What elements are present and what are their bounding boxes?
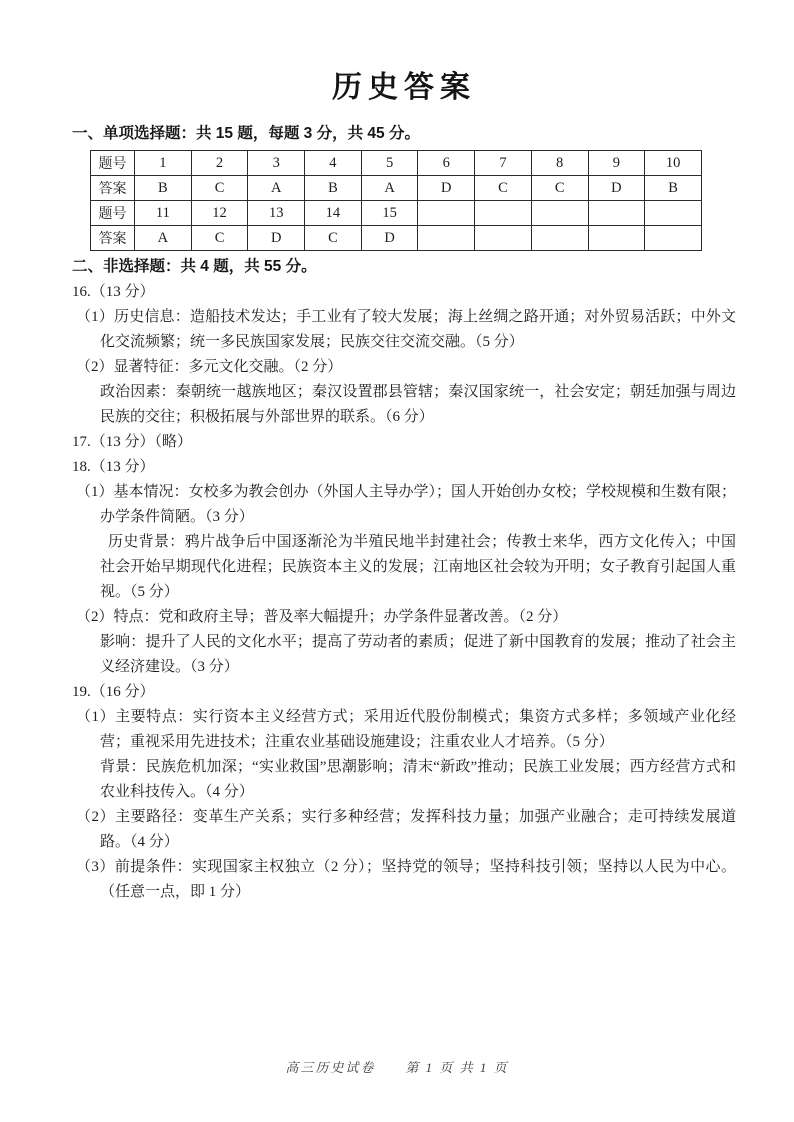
- answer-18: [72, 455, 736, 680]
- answer-17: [72, 430, 736, 455]
- answer-paragraph: 背景：民族危机加深；“实业救国”思潮影响；清末“新政”推动；民族工业发展；西方经营方式和农业科技传入。（4 分）: [100, 759, 736, 800]
- table-cell: 4: [305, 151, 362, 176]
- table-cell: A: [135, 226, 192, 251]
- page-title: 历史答案: [332, 71, 476, 104]
- answer-paragraph: 影响：提升了人民的文化水平；提高了劳动者的素质；促进了新中国教育的发展；推动了社会主义经济建设。（3 分）: [100, 634, 736, 675]
- answer-number: 19.（16 分）: [72, 684, 155, 700]
- table-cell: B: [305, 176, 362, 201]
- table-cell: B: [135, 176, 192, 201]
- row-label-cell: 答案: [91, 226, 135, 251]
- answer-paragraph: 历史背景：鸦片战争后中国逐渐沦为半殖民地半封建社会；传教士来华，西方文化传入；中国社会开始早期现代化进程；民族资本主义的发展；江南地区社会较为开明；女子教育引起国人重视。（5 分）: [100, 534, 736, 600]
- table-cell: 10: [645, 151, 702, 176]
- table-cell: [531, 201, 588, 226]
- section2-heading: 二、非选择题：共 4 题，共 55 分。: [72, 258, 317, 275]
- table-cell: C: [475, 176, 532, 201]
- table-cell: C: [531, 176, 588, 201]
- table-cell: D: [418, 176, 475, 201]
- table-cell: [418, 226, 475, 251]
- table-cell: D: [588, 176, 645, 201]
- table-cell: [418, 201, 475, 226]
- answer-paragraph: （1）历史信息：造船技术发达；手工业有了较大发展；海上丝绸之路开通；对外贸易活跃；中外文化交流频繁；统一多民族国家发展；民族交往交流交融。（5 分）: [76, 309, 736, 350]
- table-cell: [531, 226, 588, 251]
- answer-paragraph: 政治因素：秦朝统一越族地区；秦汉设置郡县管辖；秦汉国家统一，社会安定；朝廷加强与周边民族的交往；积极拓展与外部世界的联系。（6 分）: [100, 384, 736, 425]
- answer-paragraph: （2）显著特征：多元文化交融。（2 分）: [76, 359, 343, 375]
- table-row: [91, 151, 702, 176]
- table-cell: 15: [361, 201, 418, 226]
- answer-number: 16.（13 分）: [72, 284, 155, 300]
- answer-paragraph: （1）主要特点：实行资本主义经营方式；采用近代股份制模式；集资方式多样；多领域产业化经营；重视采用先进技术；注重农业基础设施建设；注重农业人才培养。（5 分）: [76, 709, 736, 750]
- table-cell: 1: [135, 151, 192, 176]
- table-cell: 13: [248, 201, 305, 226]
- answer-paragraph: （2）主要路径：变革生产关系；实行多种经营；发挥科技力量；加强产业融合；走可持续发展道路。（4 分）: [76, 809, 736, 850]
- table-cell: 14: [305, 201, 362, 226]
- table-cell: C: [191, 226, 248, 251]
- table-cell: 11: [135, 201, 192, 226]
- table-cell: 5: [361, 151, 418, 176]
- table-cell: 7: [475, 151, 532, 176]
- table-cell: C: [305, 226, 362, 251]
- table-cell: [588, 226, 645, 251]
- answer-key-table: [90, 150, 702, 251]
- table-row: [91, 201, 702, 226]
- answer-paragraph: （1）基本情况：女校多为教会创办（外国人主导办学）；国人开始创办女校；学校规模和生数有限；办学条件简陋。（3 分）: [76, 484, 737, 525]
- table-cell: 6: [418, 151, 475, 176]
- table-cell: [588, 201, 645, 226]
- table-cell: D: [248, 226, 305, 251]
- section1-heading: 一、单项选择题：共 15 题，每题 3 分，共 45 分。: [72, 125, 420, 142]
- row-label-cell: 题号: [91, 151, 135, 176]
- answer-key-tbody: [91, 151, 702, 251]
- answer-paragraph: （3）前提条件：实现国家主权独立（2 分）；坚持党的领导；坚持科技引领；坚持以人民为中心。（任意一点，即 1 分）: [76, 859, 736, 900]
- table-cell: A: [361, 176, 418, 201]
- answer-16: [72, 280, 736, 430]
- row-label-cell: 答案: [91, 176, 135, 201]
- answer-19: [72, 680, 736, 905]
- answer-number: 18.（13 分）: [72, 459, 155, 475]
- table-cell: [645, 226, 702, 251]
- table-cell: 2: [191, 151, 248, 176]
- page-footer: 高三历史试卷 第 1 页 共 1 页: [285, 1060, 509, 1075]
- row-label-cell: 题号: [91, 201, 135, 226]
- answer-number: 17.（13 分）（略）: [72, 434, 193, 450]
- answers: [72, 280, 736, 905]
- table-row: [91, 176, 702, 201]
- table-cell: A: [248, 176, 305, 201]
- table-cell: 9: [588, 151, 645, 176]
- table-cell: [475, 226, 532, 251]
- table-cell: [645, 201, 702, 226]
- table-cell: 3: [248, 151, 305, 176]
- table-row: [91, 226, 702, 251]
- table-cell: B: [645, 176, 702, 201]
- table-cell: C: [191, 176, 248, 201]
- answer-paragraph: （2）特点：党和政府主导；普及率大幅提升；办学条件显著改善。（2 分）: [76, 609, 568, 625]
- table-cell: 8: [531, 151, 588, 176]
- table-cell: 12: [191, 201, 248, 226]
- table-cell: D: [361, 226, 418, 251]
- table-cell: [475, 201, 532, 226]
